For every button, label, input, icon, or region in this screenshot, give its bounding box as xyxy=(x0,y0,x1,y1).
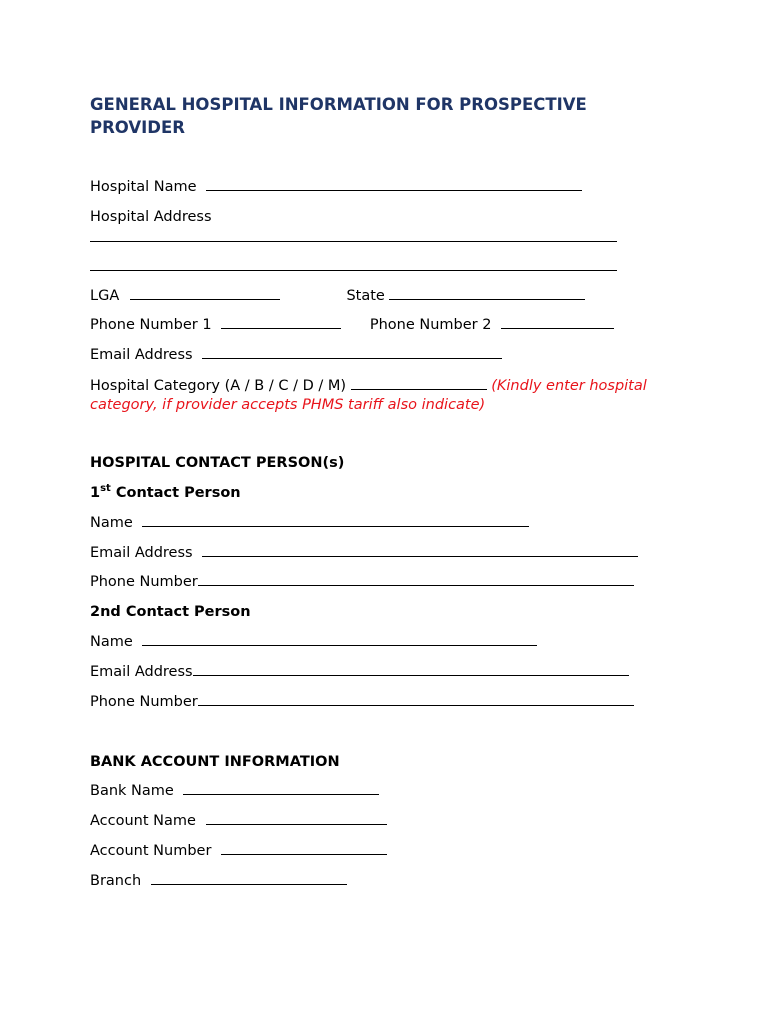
lga-state-row xyxy=(90,287,585,305)
first-contact-heading-num: 1 xyxy=(90,485,101,501)
second-contact-name-field[interactable] xyxy=(142,633,537,646)
hospital-name-field[interactable] xyxy=(206,178,582,191)
phone-2-label: Phone Number 2 xyxy=(369,317,492,333)
account-name-row xyxy=(90,812,387,830)
second-contact-email-label: Email Address xyxy=(90,664,193,680)
account-number-row xyxy=(90,842,387,860)
hospital-name-row xyxy=(90,178,582,196)
phone-1-field[interactable] xyxy=(221,316,341,329)
hospital-address-field-1[interactable] xyxy=(90,229,617,242)
account-number-label: Account Number xyxy=(90,843,212,859)
first-contact-heading-sup: st xyxy=(100,483,111,495)
bank-name-row xyxy=(90,782,379,800)
phone-1-label: Phone Number 1 xyxy=(90,317,212,333)
second-contact-heading: 2nd Contact Person xyxy=(90,604,251,620)
hospital-category-label: Hospital Category (A / B / C / D / M) xyxy=(90,378,347,394)
hospital-address-line-1[interactable] xyxy=(90,229,617,247)
first-contact-phone-field[interactable] xyxy=(198,573,634,586)
hospital-address-field-2[interactable] xyxy=(90,258,617,271)
hospital-address-label: Hospital Address xyxy=(90,209,212,225)
second-contact-email-row xyxy=(90,663,629,681)
branch-row xyxy=(90,872,347,890)
second-contact-name-label: Name xyxy=(90,634,133,650)
first-contact-phone-label: Phone Number xyxy=(90,574,198,590)
second-contact-name-row xyxy=(90,633,537,651)
second-contact-email-field[interactable] xyxy=(193,663,629,676)
hospital-address-line-2[interactable] xyxy=(90,258,617,276)
phone-numbers-row xyxy=(90,316,614,334)
first-contact-name-row xyxy=(90,514,529,532)
state-field[interactable] xyxy=(389,287,585,300)
hospital-category-field[interactable] xyxy=(351,377,487,390)
account-name-field[interactable] xyxy=(206,812,387,825)
hospital-email-row xyxy=(90,346,502,364)
account-number-field[interactable] xyxy=(221,842,387,855)
contact-persons-heading: HOSPITAL CONTACT PERSON(s) xyxy=(90,455,345,471)
first-contact-email-row xyxy=(90,544,638,562)
account-name-label: Account Name xyxy=(90,813,196,829)
bank-name-field[interactable] xyxy=(183,782,379,795)
first-contact-email-field[interactable] xyxy=(202,544,638,557)
first-contact-phone-row xyxy=(90,573,634,591)
bank-name-label: Bank Name xyxy=(90,783,174,799)
lga-field[interactable] xyxy=(130,287,280,300)
hospital-category-row xyxy=(90,377,670,415)
first-contact-email-label: Email Address xyxy=(90,545,193,561)
first-contact-heading xyxy=(90,484,241,502)
hospital-email-field[interactable] xyxy=(202,346,502,359)
first-contact-name-field[interactable] xyxy=(142,514,529,527)
branch-label: Branch xyxy=(90,873,142,889)
state-label: State xyxy=(346,288,385,304)
hospital-email-label: Email Address xyxy=(90,347,193,363)
phone-2-field[interactable] xyxy=(501,316,614,329)
hospital-category-note: (Kindly enter hospital category, if provider accepts PHMS tariff also indicate) xyxy=(90,378,647,413)
second-contact-phone-row xyxy=(90,693,634,711)
bank-account-heading: BANK ACCOUNT INFORMATION xyxy=(90,754,340,770)
first-contact-heading-rest: Contact Person xyxy=(110,485,241,501)
first-contact-name-label: Name xyxy=(90,515,133,531)
hospital-name-label: Hospital Name xyxy=(90,179,197,195)
second-contact-phone-field[interactable] xyxy=(198,693,634,706)
branch-field[interactable] xyxy=(151,872,347,885)
form-title: GENERAL HOSPITAL INFORMATION FOR PROSPECTIVE PROVIDER xyxy=(90,95,587,137)
second-contact-phone-label: Phone Number xyxy=(90,694,198,710)
lga-label: LGA xyxy=(90,288,120,304)
